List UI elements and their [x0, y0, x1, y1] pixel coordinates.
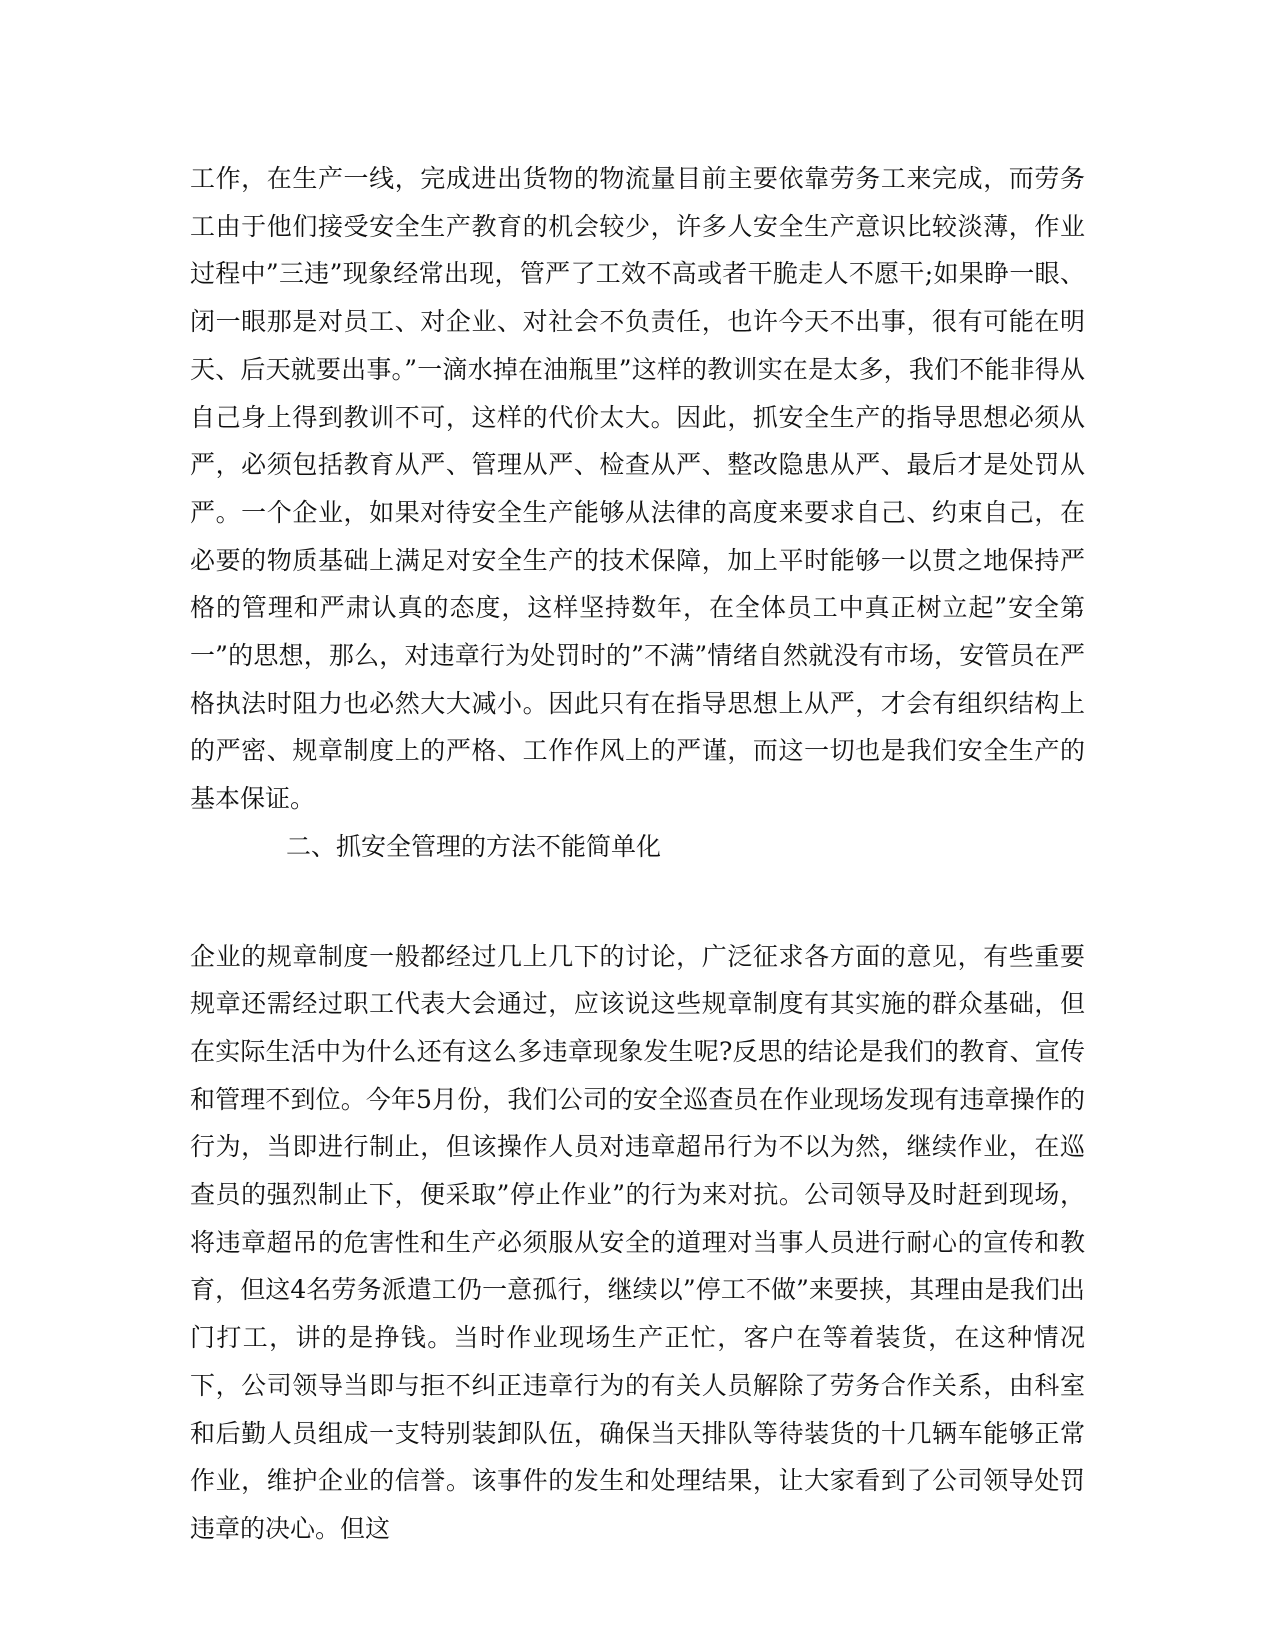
body-paragraph-1: 工作，在生产一线，完成进出货物的物流量目前主要依靠劳务工来完成，而劳务工由于他们接受安全生产教育的机会较少，许多人安全生产意识比较淡薄，作业过程中”三违”现象经常出现，管严了工效不高或者干脆走人不愿干;如果睁一眼、闭一眼那是对员工、对企业、对社会不负责任，也许今天不出事，很有可能在明天、后天就要出事。”一滴水掉在油瓶里”这样的教训实在是太多，我们不能非得从自己身上得到教训不可，这样的代价太大。因此，抓安全生产的指导思想必须从严，必须包括教育从严、管理从严、检查从严、整改隐患从严、最后才是处罚从严。一个企业，如果对待安全生产能够从法律的高度来要求自己、约束自己，在必要的物质基础上满足对安全生产的技术保障，加上平时能够一以贯之地保持严格的管理和严肃认真的态度，这样坚持数年，在全体员工中真正树立起”安全第一”的思想，那么，对违章行为处罚时的”不满”情绪自然就没有市场，安管员在严格执法时阻力也必然大大减小。因此只有在指导思想上从严，才会有组织结构上的严密、规章制度上的严格、工作作风上的严谨，而这一切也是我们安全生产的基本保证。 [190, 164, 1085, 814]
paragraph-gap [190, 871, 1085, 933]
section-heading: 二、抓安全管理的方法不能简单化 [286, 831, 662, 861]
body-paragraph-2: 企业的规章制度一般都经过几上几下的讨论，广泛征求各方面的意见，有些重要规章还需经过职工代表大会通过，应该说这些规章制度有其实施的群众基础，但在实际生活中为什么还有这么多违章现象发生呢?反思的结论是我们的教育、宣传和管理不到位。今年5月份，我们公司的安全巡查员在作业现场发现有违章操作的行为，当即进行制止，但该操作人员对违章超吊行为不以为然，继续作业，在巡查员的强烈制止下，便采取”停止作业”的行为来对抗。公司领导及时赶到现场，将违章超吊的危害性和生产必须服从安全的道理对当事人员进行耐心的宣传和教育，但这4名劳务派遣工仍一意孤行，继续以”停工不做”来要挟，其理由是我们出门打工，讲的是挣钱。当时作业现场生产正忙，客户在等着装货，在这种情况下，公司领导当即与拒不纠正违章行为的有关人员解除了劳务合作关系，由科室和后勤人员组成一支特别装卸队伍，确保当天排队等待装货的十几辆车能够正常作业，维护企业的信誉。该事件的发生和处理结果，让大家看到了公司领导处罚违章的决心。但这 [190, 941, 1085, 1543]
